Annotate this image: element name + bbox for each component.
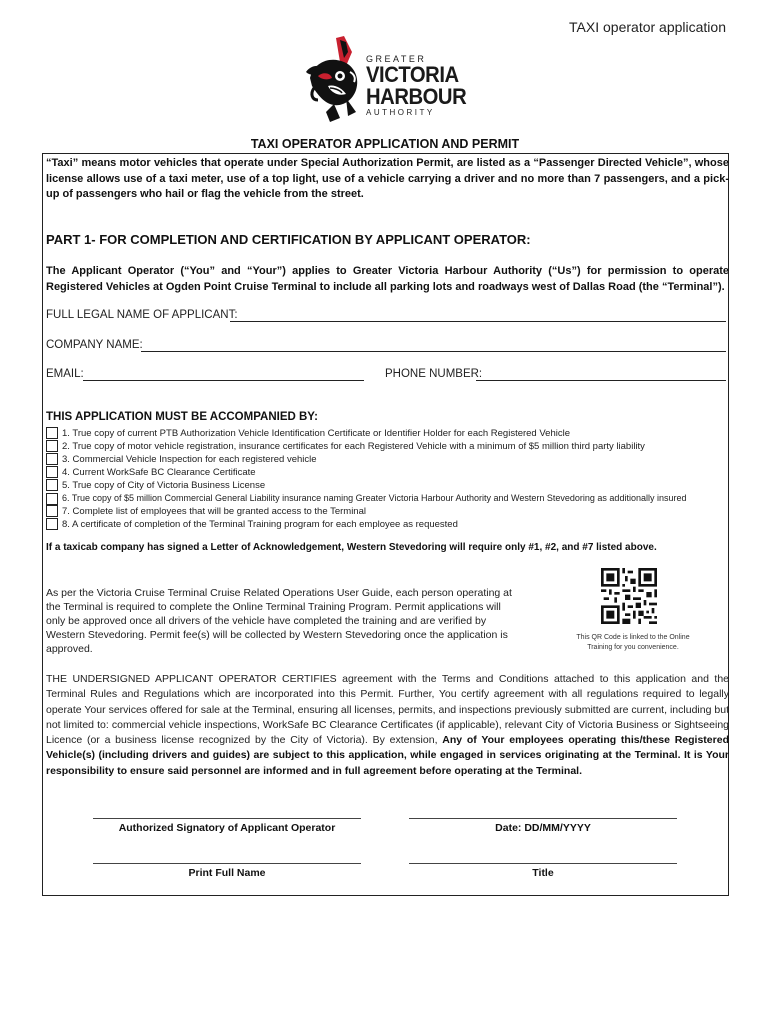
checkbox[interactable] xyxy=(46,518,58,530)
email-field[interactable] xyxy=(83,380,364,381)
phone-number-field[interactable] xyxy=(476,380,726,381)
qr-code-icon[interactable] xyxy=(601,568,657,624)
part1-description: The Applicant Operator (“You” and “Your”) applies to Greater Victoria Harbour Authority (“Us”) for permission to operate Registered Vehicles at Ogden Point Cruise Terminal to include all parking lots and roadways west of Dallas Road (the “Terminal”). xyxy=(46,265,729,293)
orca-emblem-icon xyxy=(300,32,366,124)
logo-harbour: HARBOUR xyxy=(366,84,467,109)
checklist-item xyxy=(46,492,686,505)
checklist-item xyxy=(46,440,645,453)
authorized-signature-line[interactable] xyxy=(93,818,361,819)
attachments-heading: THIS APPLICATION MUST BE ACCOMPANIED BY: xyxy=(46,411,318,423)
print-name-line[interactable] xyxy=(93,863,361,864)
checklist-label: 7. Complete list of employees that will be granted access to the Terminal xyxy=(62,506,366,517)
checklist-label: 4. Current WorkSafe BC Clearance Certificate xyxy=(62,467,256,478)
full-name-label: FULL LEGAL NAME OF APPLICANT: xyxy=(46,309,238,321)
document-corner-label: TAXI operator application xyxy=(569,19,726,35)
form-title: TAXI OPERATOR APPLICATION AND PERMIT xyxy=(250,137,520,151)
checklist-label: 8. A certificate of completion of the Terminal Training program for each employee as requested xyxy=(62,519,458,530)
checklist-label: 3. Commercial Vehicle Inspection for each registered vehicle xyxy=(62,454,317,465)
checkbox[interactable] xyxy=(46,466,58,478)
taxicab-note: If a taxicab company has signed a Letter of Acknowledgement, Western Stevedoring will require only #1, #2, and #7 listed above. xyxy=(46,542,657,553)
checkbox[interactable] xyxy=(46,493,58,505)
checklist-item xyxy=(46,427,570,440)
checkbox[interactable] xyxy=(46,453,58,465)
certification-paragraph xyxy=(46,672,729,779)
checklist-item xyxy=(46,505,366,518)
title-line[interactable] xyxy=(409,863,677,864)
phone-number-label: PHONE NUMBER: xyxy=(385,368,483,380)
checklist-label: 6. True copy of $5 million Commercial General Liability insurance naming Greater Victoria Harbour Authority and Western Stevedoring as additionally insured xyxy=(62,493,687,503)
full-name-field[interactable] xyxy=(230,321,726,322)
title-label: Title xyxy=(532,867,554,879)
company-name-field[interactable] xyxy=(141,351,726,352)
certification-bold-text: Any of Your employees operating this/these Registered Vehicle(s) (including drivers and guides) are subject to this application, while engaged in services originating at the Terminal. It is Your responsibility to ensure said personnel are informed and in full agreement before operating at the Terminal. xyxy=(46,734,729,777)
checkbox[interactable] xyxy=(46,427,58,439)
date-line[interactable] xyxy=(409,818,677,819)
company-name-label: COMPANY NAME: xyxy=(46,339,143,351)
checkbox[interactable] xyxy=(46,440,58,452)
checkbox[interactable] xyxy=(46,479,58,491)
certification-text: THE UNDERSIGNED APPLICANT OPERATOR CERTIFIES agreement with the Terms and Conditions attached to this application and the Terminal Rules and Regulations which are incorporated into this Permit. Further, You certify agreement with all regulations required to legally operate Your services offered for sale at the Terminal, ensuring all licenses, permits, and inspections previously submitted are current, including but not limited to: commercial vehicle inspections, WorkSafe BC Clearance Certificates (if applicable), relevant City of Victoria Business or Sightseeing Licence (or a business license recognized by the City of Victoria). By extension, xyxy=(46,673,729,747)
part1-heading: PART 1- FOR COMPLETION AND CERTIFICATION BY APPLICANT OPERATOR: xyxy=(46,232,531,247)
taxi-definition: “Taxi” means motor vehicles that operate under Special Authorization Permit, are listed as a “Passenger Directed Vehicle”, whose license allows use of a taxi meter, use of a top light, use of a vehicle carrying a driver and no more than 7 passengers, and a pick- up of passengers who hail or flag the vehicle from the street. xyxy=(46,157,729,200)
qr-caption: This QR Code is linked to the Online Training for you convenience. xyxy=(576,634,690,651)
training-paragraph: As per the Victoria Cruise Terminal Cruise Related Operations User Guide, each person operating at the Terminal is required to complete the Online Terminal Training Program. Permit applications will only be approved once all drivers of the vehicle have completed the training and are verified by Western Stevedoring. Permit fee(s) will be collected by Western Stevedoring once the application is approved. xyxy=(46,587,512,655)
logo-victoria: VICTORIA xyxy=(366,62,459,87)
logo-greater: GREATER xyxy=(366,54,427,64)
checklist-label: 2. True copy of motor vehicle registration, insurance certificates for each Registered Vehicle with a minimum of $5 million third party liability xyxy=(62,441,645,452)
checklist-item xyxy=(46,453,317,466)
gvha-logo xyxy=(300,32,480,124)
checklist-label: 1. True copy of current PTB Authorization Vehicle Identification Certificate or Identifier Holder for each Registered Vehicle xyxy=(62,428,570,439)
checklist-item xyxy=(46,518,458,531)
form-box xyxy=(42,153,729,896)
checklist-item xyxy=(46,479,265,492)
logo-authority: AUTHORITY xyxy=(366,108,435,117)
date-label: Date: DD/MM/YYYY xyxy=(495,822,591,834)
checklist-label: 5. True copy of City of Victoria Business License xyxy=(62,480,266,491)
checklist-item xyxy=(46,466,256,479)
email-label: EMAIL: xyxy=(46,368,84,380)
print-full-name-label: Print Full Name xyxy=(188,867,266,879)
checkbox[interactable] xyxy=(46,505,58,517)
authorized-signatory-label: Authorized Signatory of Applicant Operator xyxy=(118,822,336,834)
